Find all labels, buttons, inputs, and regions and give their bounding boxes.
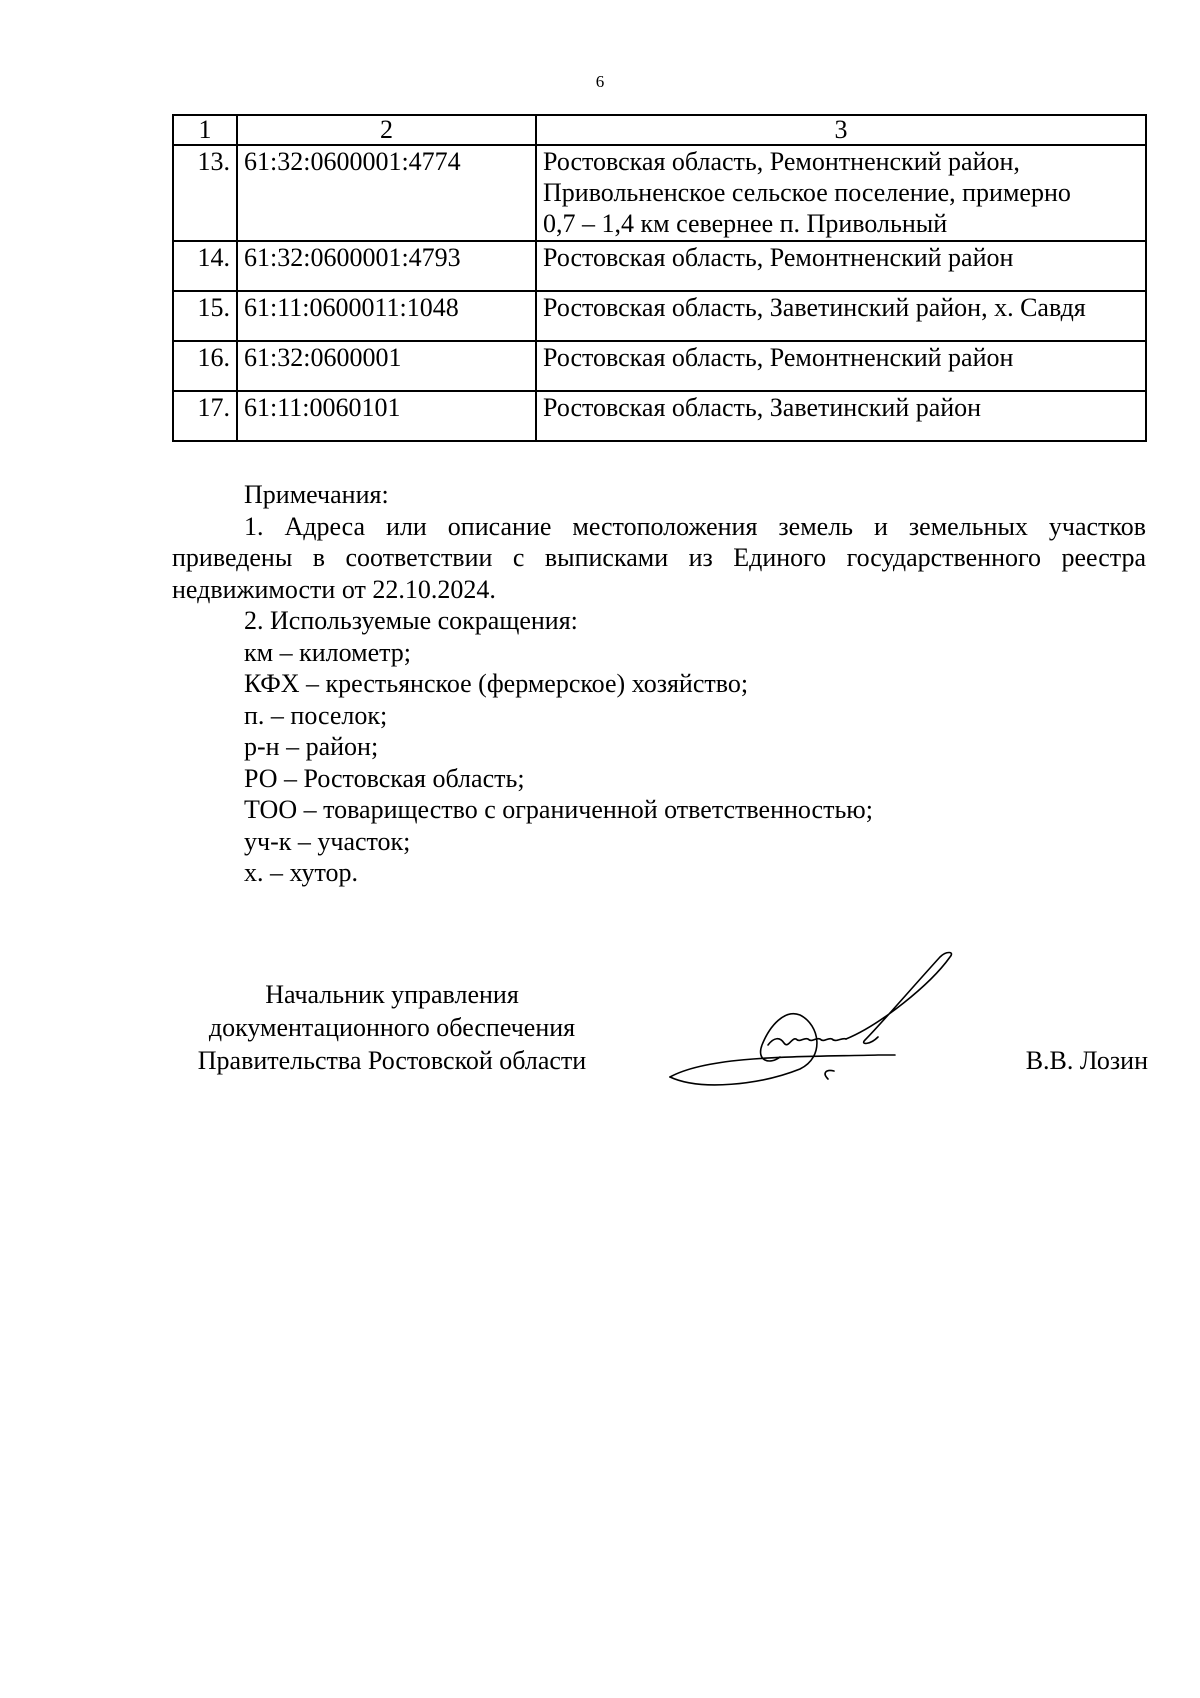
page-number: 6 bbox=[595, 72, 605, 91]
note-2-title: 2. Используемые сокращения: bbox=[244, 606, 578, 635]
list-item: км – километр; bbox=[244, 637, 412, 667]
table-header-cell: 3 bbox=[536, 115, 1146, 145]
land-plots-table bbox=[172, 114, 1147, 442]
list-item: РО – Ростовская область; bbox=[244, 763, 525, 793]
list-item: п. – поселок; bbox=[244, 700, 388, 730]
address-cell bbox=[536, 145, 1146, 241]
cadastral-number: 61:11:0600011:1048 bbox=[237, 291, 536, 341]
table-row bbox=[173, 341, 1146, 391]
table-header-row bbox=[173, 115, 1146, 145]
cadastral-number: 61:32:0600001 bbox=[237, 341, 536, 391]
address-cell: Ростовская область, Заветинский район bbox=[536, 391, 1146, 441]
position-line: Правительства Ростовской области bbox=[197, 1046, 587, 1075]
cadastral-number: 61:32:0600001:4774 bbox=[237, 145, 536, 241]
position-line: Начальник управления bbox=[265, 980, 519, 1009]
cadastral-number: 61:11:0060101 bbox=[237, 391, 536, 441]
address-line: Ростовская область, Ремонтненский район, bbox=[543, 147, 1020, 176]
address-line: Привольненское сельское поселение, примерно bbox=[543, 178, 1071, 207]
row-number: 16. bbox=[173, 341, 237, 391]
position-line: документационного обеспечения bbox=[208, 1013, 576, 1042]
list-item: р-н – район; bbox=[244, 732, 379, 761]
list-item: ТОО – товарищество с ограниченной ответственностью; bbox=[244, 795, 873, 824]
abbreviations-list bbox=[172, 637, 1146, 889]
list-item: х. – хутор. bbox=[244, 858, 359, 887]
notes-section bbox=[172, 479, 1146, 889]
table-row bbox=[173, 241, 1146, 291]
row-number: 15. bbox=[173, 291, 237, 341]
row-number: 17. bbox=[173, 391, 237, 441]
table-header-cell: 1 bbox=[173, 115, 237, 145]
list-item: уч-к – участок; bbox=[244, 826, 411, 856]
handwritten-signature bbox=[650, 945, 980, 1095]
cadastral-number: 61:32:0600001:4793 bbox=[237, 241, 536, 291]
address-line: 0,7 – 1,4 км севернее п. Привольный bbox=[543, 209, 948, 238]
notes-title: Примечания: bbox=[244, 480, 389, 509]
note-1: 1. Адреса или описание местоположения земель и земельных участков приведены в соответствии с выписками из Единого государственного реестра недвижимости от 22.10.2024. bbox=[172, 511, 1146, 604]
row-number: 14. bbox=[173, 241, 237, 291]
signatory-name: В.В. Лозин bbox=[1025, 1046, 1148, 1075]
address-cell: Ростовская область, Ремонтненский район bbox=[536, 341, 1146, 391]
signatory-position bbox=[172, 978, 612, 1077]
table-row bbox=[173, 291, 1146, 341]
table-row bbox=[173, 145, 1146, 241]
table-row bbox=[173, 391, 1146, 441]
address-cell: Ростовская область, Ремонтненский район bbox=[536, 241, 1146, 291]
list-item: КФХ – крестьянское (фермерское) хозяйство; bbox=[244, 669, 749, 698]
address-cell: Ростовская область, Заветинский район, х. Савдя bbox=[536, 291, 1146, 341]
row-number: 13. bbox=[173, 145, 237, 241]
table-header-cell: 2 bbox=[237, 115, 536, 145]
